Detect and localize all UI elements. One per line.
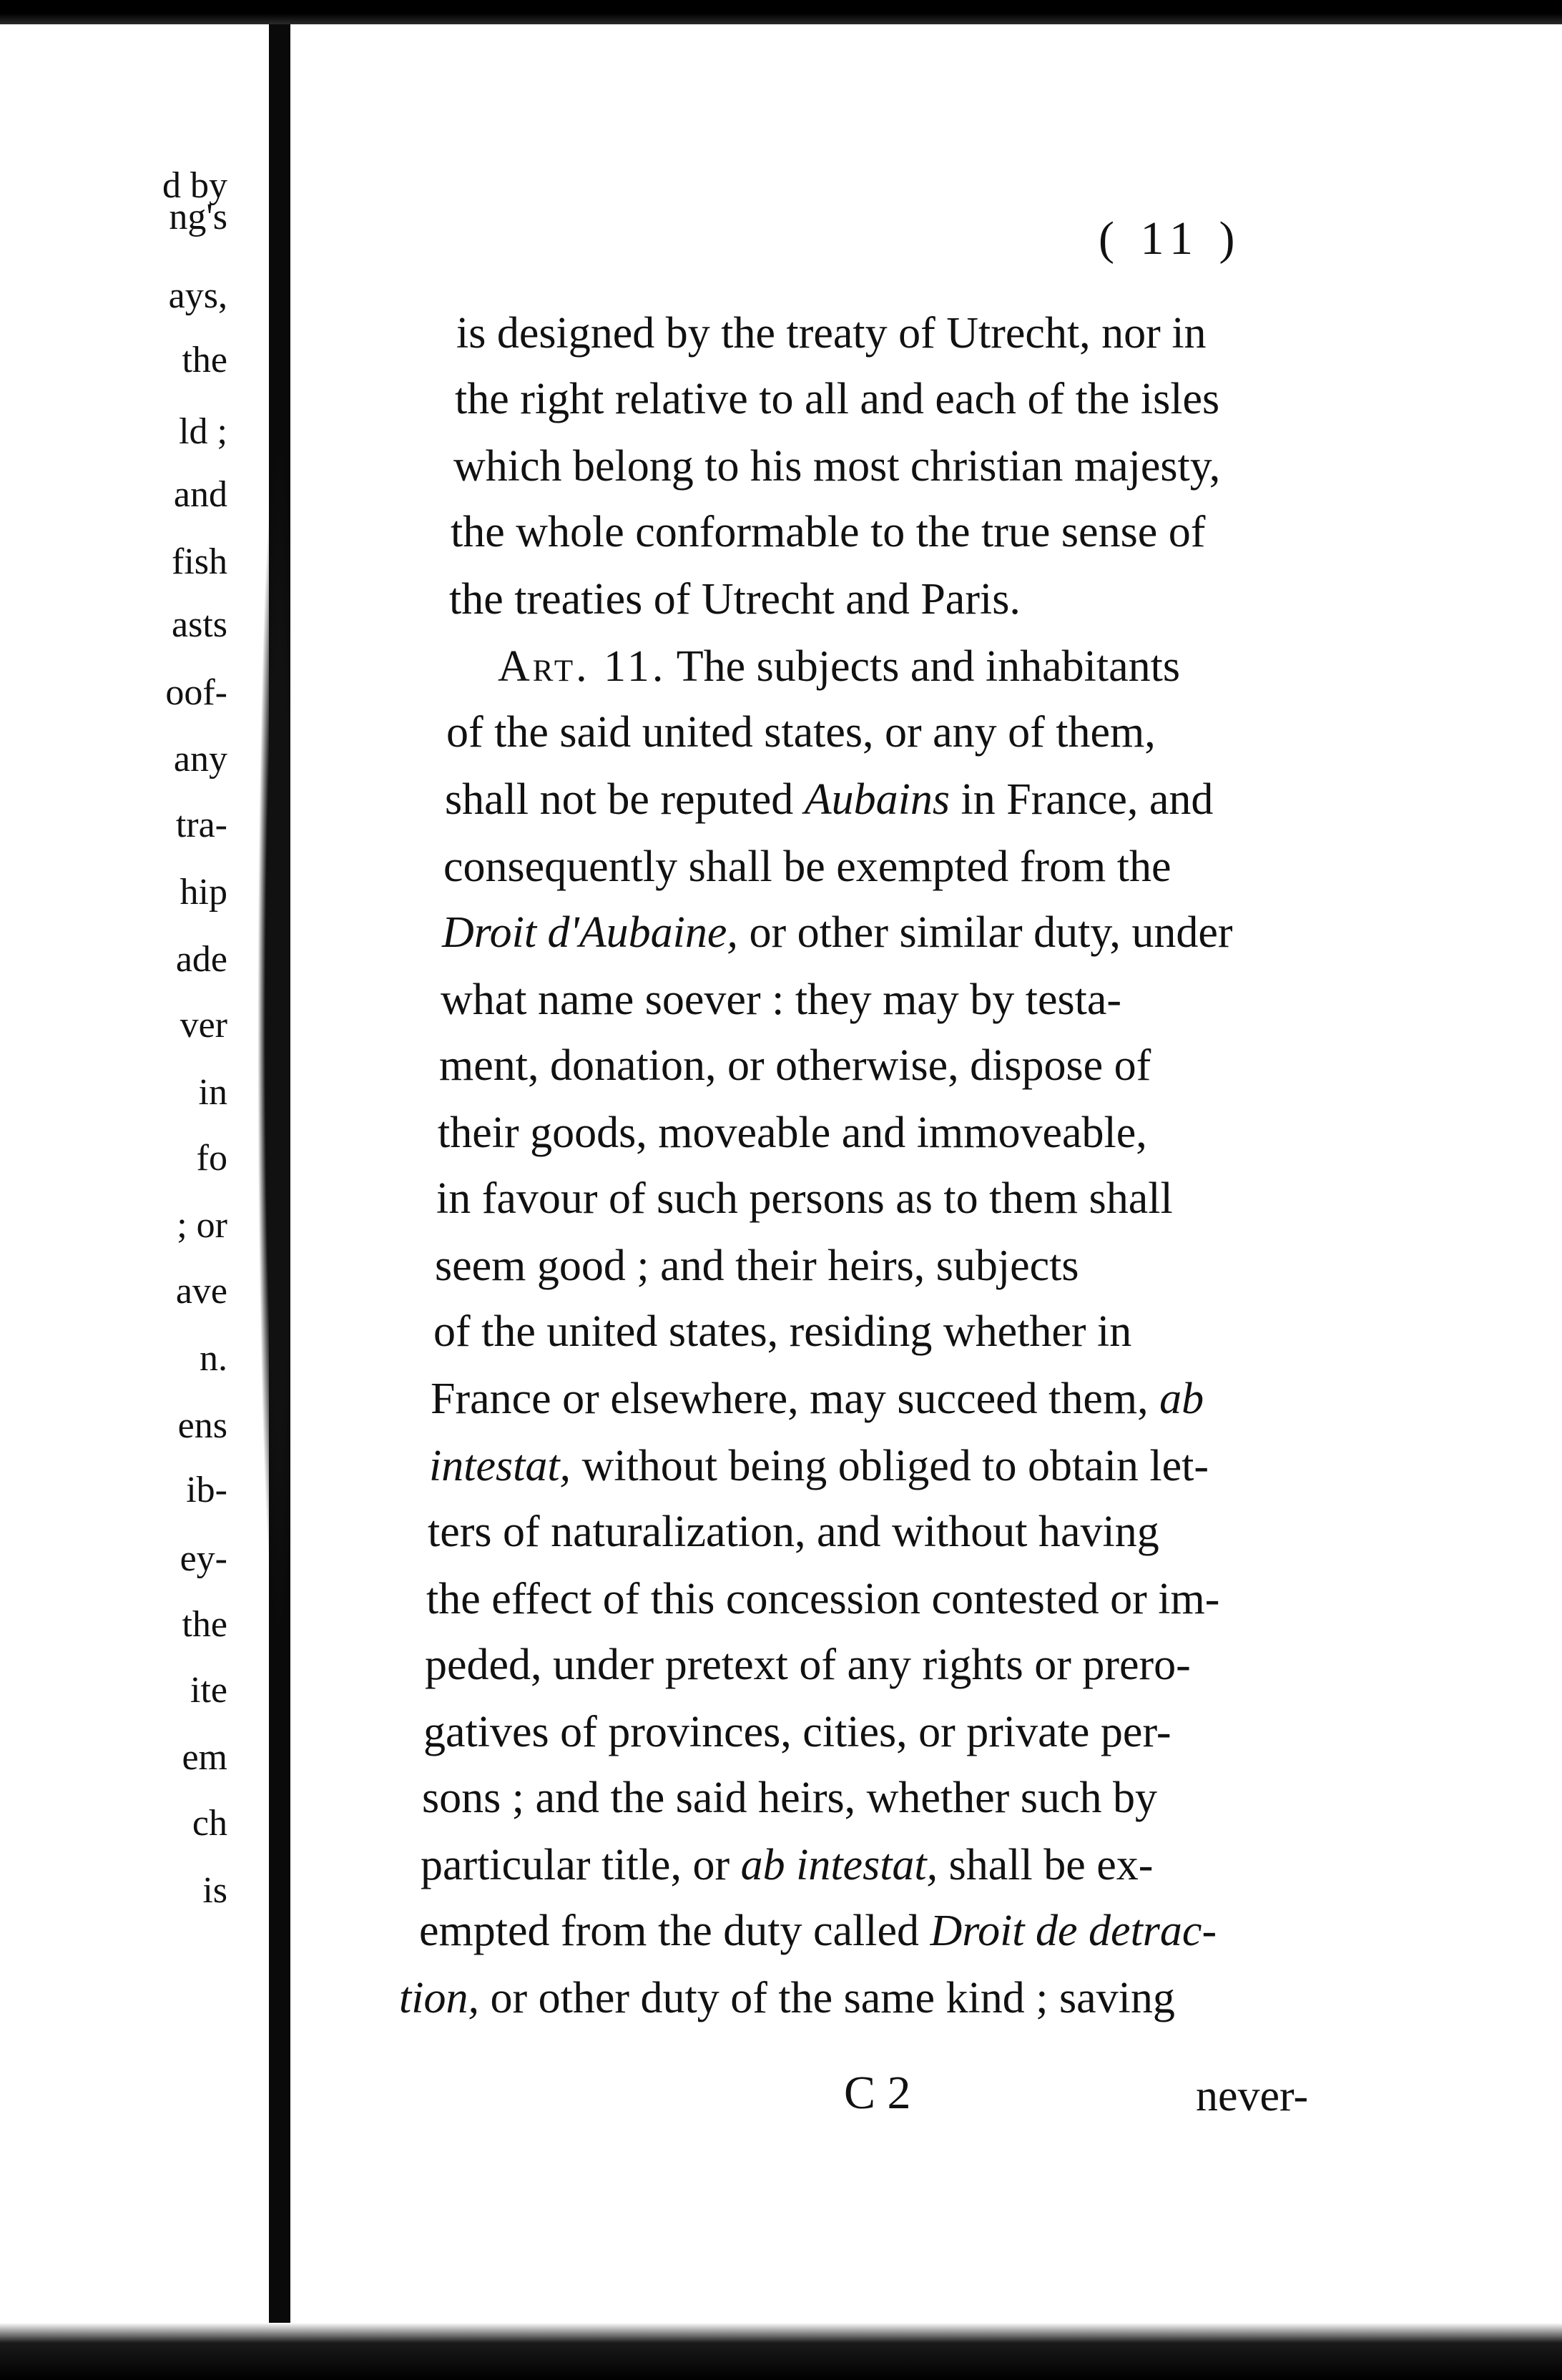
text-line: which belong to his most christian majesty, [453,442,1221,491]
text-span: particular title, or [421,1841,730,1889]
text-span: or other duty of the same kind ; saving [490,1974,1175,2022]
text-line: the whole conformable to the true sense of [451,508,1206,556]
facing-line: the [182,1604,227,1645]
italic-term: intestat, [429,1442,571,1490]
text-span: without being obliged to obtain let- [581,1442,1209,1490]
text-span: France or elsewhere, may succeed them, [431,1375,1149,1423]
facing-line: fish [172,541,227,582]
text-line: the treaties of Utrecht and Paris. [449,575,1021,624]
italic-term: Droit d'Aubaine, [442,908,738,957]
italic-term: Aubains [804,775,950,824]
text-line [421,1836,1153,1894]
facing-line: ib- [186,1470,227,1510]
text-line: of the said united states, or any of them, [446,708,1156,757]
text-line: ment, donation, or otherwise, dispose of [439,1041,1151,1090]
facing-line: d by [162,165,227,206]
facing-line: ; or [177,1205,227,1246]
text-span: or other similar duty, under [749,908,1233,957]
text-line: gatives of provinces, cities, or private per- [423,1708,1172,1756]
page-number-header: ( 11 ) [1099,212,1242,265]
facing-line: oof- [165,672,227,713]
facing-line: ave [175,1271,227,1312]
text-line: the effect of this concession contested or im- [426,1575,1220,1623]
facing-line: asts [172,604,227,645]
text-line: in favour of such persons as to them shall [436,1174,1173,1223]
text-line [429,1437,1209,1495]
text-line: of the united states, residing whether in [433,1307,1132,1356]
text-span: shall be ex- [948,1841,1154,1889]
facing-line: ade [175,939,227,980]
text-line [399,1970,1175,2027]
facing-line: ld ; [179,411,227,452]
facing-line: ays, [168,275,227,316]
italic-term: tion, [399,1974,479,2022]
facing-line: in [198,1072,227,1113]
facing-page-fragment [0,24,269,2323]
text-line [419,1902,1217,1959]
italic-term: ab intestat, [740,1841,938,1889]
text-line: their goods, moveable and immoveable, [438,1108,1147,1157]
facing-line: tra- [175,805,227,845]
italic-term: Droit de detrac- [930,1907,1217,1955]
scan-top-border [0,0,1562,24]
text-line [431,1370,1204,1427]
text-line: seem good ; and their heirs, subjects [435,1241,1079,1290]
article-first-line [498,638,1180,695]
facing-line: ey- [180,1538,227,1579]
text-line: peded, under pretext of any rights or prero- [425,1641,1191,1689]
facing-line: ch [192,1803,227,1844]
facing-line: hip [180,872,227,913]
facing-line: fo [196,1138,227,1179]
text-line: ters of naturalization, and without having [428,1508,1159,1556]
text-span: The subjects and inhabitants [676,642,1180,691]
text-line: what name soever : they may by testa- [441,975,1122,1024]
facing-line: any [173,739,227,780]
facing-line: ite [190,1670,227,1711]
facing-line: the [182,340,227,380]
facing-line: and [173,474,227,515]
text-line [442,904,1233,961]
text-line: the right relative to all and each of the isles [455,375,1220,423]
italic-term: ab [1159,1375,1204,1423]
text-line: sons ; and the said heirs, whether such by [422,1774,1157,1822]
text-span: shall not be reputed [445,775,794,824]
facing-line: ver [180,1005,227,1046]
facing-line: ng's [169,197,227,237]
signature-mark: C 2 [844,2067,911,2119]
article-label: Art. 11. [498,642,667,691]
text-line: is designed by the treaty of Utrecht, nor in [456,309,1207,358]
catchword: never- [1196,2072,1309,2120]
scan-bottom-border [0,2323,1562,2380]
text-line: consequently shall be exempted from the [443,842,1172,891]
text-span: in France, and [961,775,1214,824]
text-line [445,771,1213,828]
facing-line: n. [200,1338,227,1379]
main-page [290,24,1562,2323]
facing-line: em [182,1737,227,1778]
text-span: empted from the duty called [419,1907,919,1955]
facing-line: is [202,1870,227,1911]
facing-line: ens [177,1405,227,1446]
